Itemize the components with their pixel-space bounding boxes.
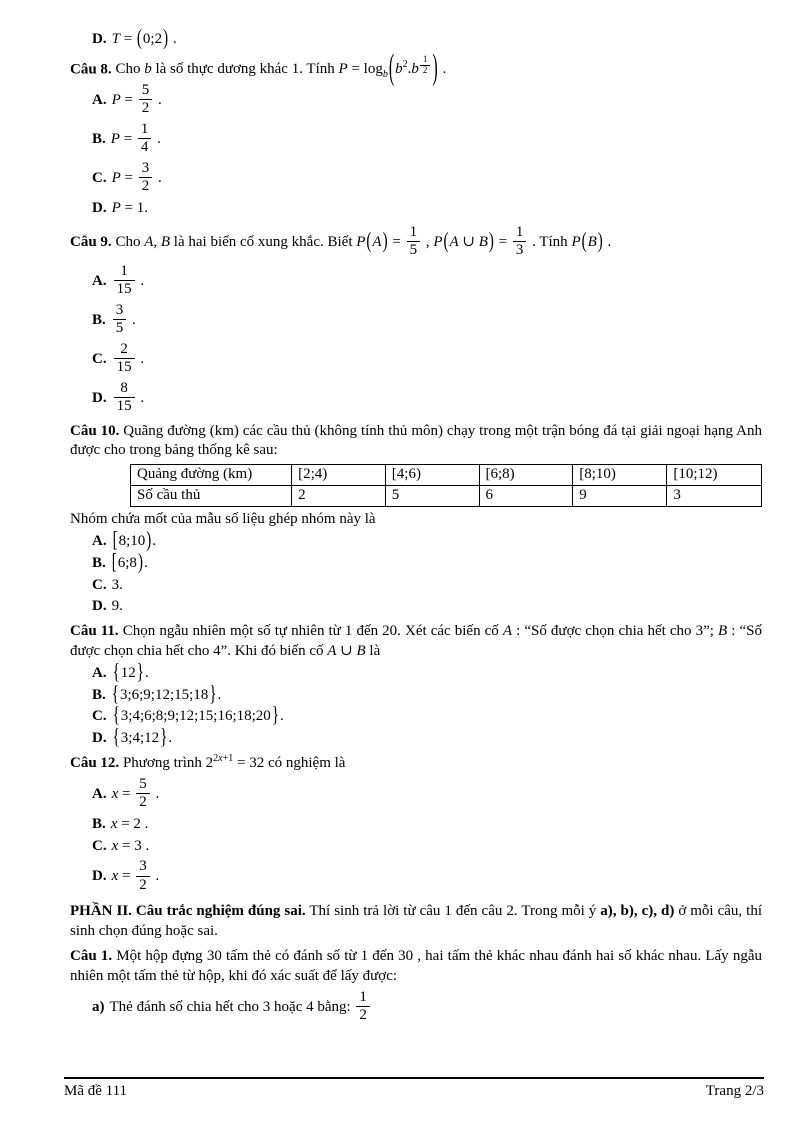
option-line bbox=[70, 576, 762, 596]
option-line bbox=[70, 341, 762, 378]
option-line bbox=[70, 160, 762, 197]
option-text: [6;8). bbox=[111, 550, 148, 575]
table-cell: [4;6) bbox=[385, 465, 479, 486]
option-line bbox=[70, 529, 762, 553]
table-cell: 9 bbox=[573, 486, 667, 507]
fraction: $\frac{2}{15}$ bbox=[114, 341, 135, 376]
option-key: A. bbox=[92, 664, 107, 681]
option-text: P = $\frac{3}{2}$ . bbox=[111, 159, 162, 195]
option-text: $\frac{3}{5}$ . bbox=[111, 312, 136, 328]
question-text: Chọn ngẫu nhiên một số tự nhiên từ 1 đến 20. Xét các biến cố A : “Số được chọn chia hết cho 3”; B : “Số được chọn chia hết cho 4”. Khi đó biến cố A ∪ B là bbox=[70, 623, 763, 660]
question-text: Quãng đường (km) các cầu thủ (không tính thủ môn) chạy trong một trận bóng đá tại giải ngoại hạng Anh được cho trong bảng thống kê sau: bbox=[70, 422, 762, 459]
option-text: {3;4;12}. bbox=[112, 726, 173, 750]
exam-code: Mã đề 111 bbox=[64, 1083, 128, 1100]
fraction: $\frac{1}{15}$ bbox=[114, 263, 135, 298]
option-key: D. bbox=[92, 31, 107, 47]
fraction: $\frac{1}{4}$ bbox=[138, 121, 152, 156]
option-text: [8;10). bbox=[112, 529, 157, 553]
option-text: 9. bbox=[111, 598, 123, 615]
option-key: C. bbox=[92, 708, 107, 725]
option-line bbox=[70, 726, 762, 750]
option-line bbox=[70, 704, 762, 728]
page-footer bbox=[64, 1077, 764, 1102]
option-text: T = (0;2) . bbox=[111, 26, 177, 51]
option-text: 3. bbox=[111, 576, 123, 593]
fraction: $\frac{1}{3}$ bbox=[513, 224, 527, 259]
option-text: $\frac{8}{15}$ . bbox=[112, 390, 145, 406]
option-key: B. bbox=[92, 815, 106, 832]
option-line bbox=[70, 815, 762, 835]
table-cell: Số cầu thủ bbox=[131, 486, 292, 507]
question-label: Câu 1. bbox=[70, 948, 113, 965]
question-12 bbox=[70, 754, 762, 895]
option-key: A. bbox=[92, 91, 107, 108]
option-text: $\frac{1}{15}$ . bbox=[112, 273, 145, 289]
question-stem bbox=[70, 422, 762, 462]
question-text: Phương trình $2^{2x+1} = 32$ có nghiệm là bbox=[122, 753, 346, 772]
option-text: $\frac{2}{15}$ . bbox=[112, 351, 145, 367]
option-text: {3;4;6;8;9;12;15;16;18;20}. bbox=[112, 704, 284, 728]
table-cell: 6 bbox=[479, 486, 573, 507]
question-label: Câu 12. bbox=[70, 755, 120, 772]
question-options bbox=[70, 660, 762, 750]
question-label: Câu 10. bbox=[70, 422, 120, 439]
table-row bbox=[131, 465, 762, 486]
table-cell: [2;4) bbox=[292, 465, 386, 486]
fraction: $\frac{5}{2}$ bbox=[136, 776, 150, 811]
option-key: C. bbox=[92, 837, 107, 854]
question-label: Câu 9. bbox=[70, 233, 112, 250]
option-line-prev-d bbox=[70, 26, 762, 51]
question-9 bbox=[70, 224, 762, 417]
question-post-text: Nhóm chứa mốt của mẫu số liệu ghép nhóm này là bbox=[70, 511, 376, 528]
question-10 bbox=[70, 422, 762, 618]
question-8 bbox=[70, 49, 762, 219]
question-options bbox=[70, 776, 762, 896]
option-key: A. bbox=[92, 785, 107, 802]
question-stem bbox=[70, 224, 762, 261]
option-text: {3;6;9;12;15;18}. bbox=[111, 682, 222, 706]
question-subitems bbox=[70, 989, 762, 1026]
option-line bbox=[70, 660, 762, 685]
option-line bbox=[70, 837, 762, 857]
option-text: x = 2 . bbox=[110, 815, 149, 832]
question-text: Cho A, B là hai biến cố xung khắc. Biết P(A) = $\frac{1}{5}$ , P(A ∪ B) = $\frac{1}{3}$ . Tính P(B) . bbox=[115, 223, 612, 259]
fraction: $\frac{8}{15}$ bbox=[114, 380, 135, 415]
part2-question-1 bbox=[70, 947, 762, 1026]
option-key: B. bbox=[92, 130, 106, 147]
question-stem bbox=[70, 754, 762, 774]
table-cell: [10;12) bbox=[667, 465, 762, 486]
table-cell: 2 bbox=[292, 486, 386, 507]
table-row bbox=[131, 486, 762, 507]
stats-table bbox=[130, 464, 762, 507]
option-line bbox=[70, 550, 762, 575]
question-options bbox=[70, 529, 762, 617]
option-key: D. bbox=[92, 598, 107, 615]
option-line bbox=[70, 597, 762, 617]
option-key: D. bbox=[92, 730, 107, 747]
option-key: B. bbox=[92, 686, 106, 703]
question-options bbox=[70, 263, 762, 417]
option-key: C. bbox=[92, 350, 107, 367]
option-line bbox=[70, 682, 762, 706]
question-stem bbox=[70, 49, 762, 88]
option-text: x = $\frac{5}{2}$ . bbox=[111, 775, 160, 811]
option-key: C. bbox=[92, 169, 107, 186]
option-line bbox=[70, 263, 762, 300]
table-cell: [8;10) bbox=[573, 465, 667, 486]
option-text: x = 3 . bbox=[111, 837, 150, 854]
question-text: Cho b là số thực dương khác 1. Tính $P = \log_b(b^2.b$ $^{\frac{1}{2}}$ ) . bbox=[115, 49, 447, 88]
fraction: $\frac{3}{2}$ bbox=[139, 160, 153, 195]
question-stem bbox=[70, 622, 762, 662]
fraction: $\frac{3}{5}$ bbox=[113, 302, 127, 337]
table-cell: 3 bbox=[667, 486, 762, 507]
question-stem bbox=[70, 947, 762, 987]
option-text: Thẻ đánh số chia hết cho 3 hoặc 4 bằng: $\frac{1}{2}$ bbox=[110, 999, 372, 1015]
option-text: P = $\frac{5}{2}$ . bbox=[111, 81, 162, 117]
fraction: 1 2 bbox=[420, 55, 431, 75]
option-key: A. bbox=[92, 533, 107, 550]
option-key: B. bbox=[92, 554, 106, 571]
option-key: D. bbox=[92, 868, 107, 885]
question-label: Câu 11. bbox=[70, 623, 119, 640]
option-key: D. bbox=[92, 199, 107, 216]
fraction: $\frac{1}{5}$ bbox=[407, 224, 421, 259]
option-key: D. bbox=[92, 389, 107, 406]
table-cell: Quảng đường (km) bbox=[131, 465, 292, 486]
option-key: B. bbox=[92, 311, 106, 328]
option-text: x = $\frac{3}{2}$ . bbox=[111, 858, 160, 893]
option-key: a) bbox=[92, 998, 105, 1015]
option-line bbox=[70, 989, 762, 1026]
fraction: $\frac{3}{2}$ bbox=[136, 858, 150, 893]
option-line bbox=[70, 121, 762, 158]
option-line bbox=[70, 82, 762, 119]
option-text: P = 1. bbox=[111, 199, 148, 216]
option-line bbox=[70, 380, 762, 417]
question-options bbox=[70, 82, 762, 219]
table-cell: 5 bbox=[385, 486, 479, 507]
question-label: Câu 8. bbox=[70, 61, 112, 78]
part2-heading: PHẦN II. Câu trắc nghiệm đúng sai. Thí sinh trả lời từ câu 1 đến câu 2. Trong mỗi ý a), b), c), d) ở mỗi câu, thí sinh chọn đúng hoặc sai. bbox=[70, 903, 762, 940]
option-text: {12}. bbox=[112, 660, 149, 685]
question-text: Một hộp đựng 30 tấm thẻ có đánh số từ 1 đến 30 , hai tấm thẻ khác nhau đánh hai số khác nhau. Lấy ngẫu nhiên một tấm thẻ từ hộp, khi đó xác suất để lấy được: bbox=[70, 948, 762, 984]
table-cell: [6;8) bbox=[479, 465, 573, 486]
fraction: $\frac{5}{2}$ bbox=[139, 82, 153, 117]
page-number: Trang 2/3 bbox=[705, 1083, 764, 1100]
option-line bbox=[70, 302, 762, 339]
option-key: C. bbox=[92, 576, 107, 593]
question-11 bbox=[70, 622, 762, 749]
fraction: $\frac{1}{2}$ bbox=[356, 989, 370, 1024]
option-line bbox=[70, 776, 762, 813]
option-line bbox=[70, 858, 762, 895]
option-key: A. bbox=[92, 272, 107, 289]
option-line bbox=[70, 199, 762, 219]
option-text: P = $\frac{1}{4}$ . bbox=[110, 120, 161, 156]
